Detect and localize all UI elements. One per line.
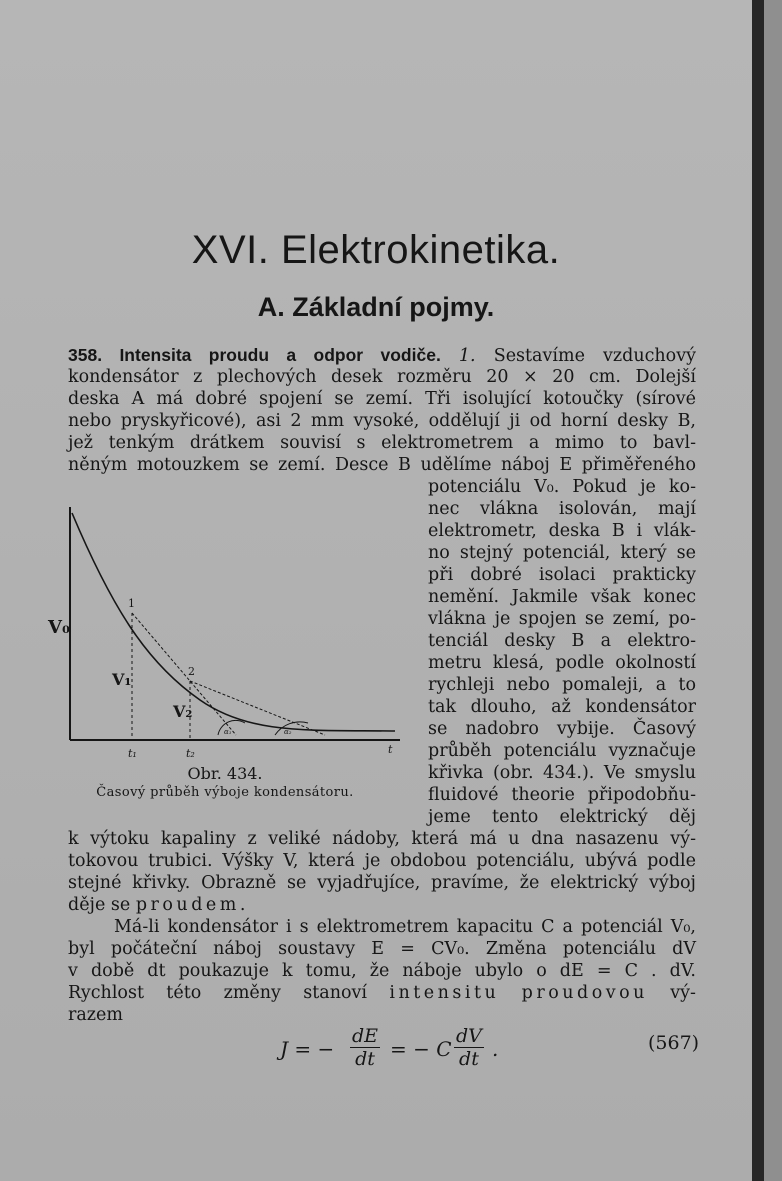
label-alpha2: α₂ — [284, 728, 292, 736]
paragraph1-line1 — [68, 344, 696, 367]
wrapped-line: no stejný potenciál, který se — [428, 543, 696, 563]
label-t: t — [388, 743, 393, 756]
label-point-1: 1 — [128, 597, 135, 610]
wrapped-line: jeme tento elektrický děj — [428, 807, 696, 827]
formula-middle: = − C — [390, 1037, 452, 1061]
text-line: k výtoku kapaliny z veliké nádoby, která má u dna nasazenu vý- — [68, 829, 696, 849]
paragraph2-line1: Má-li kondensátor i s elektrometrem kapacitu C a potenciál V₀, — [114, 917, 696, 937]
frac2-denominator: dt — [459, 1048, 479, 1070]
tangent-2 — [190, 681, 325, 735]
book-spine — [752, 0, 764, 1181]
last-line-start: děje se — [68, 895, 131, 915]
fraction-dV-dt — [454, 1025, 484, 1070]
paragraph1-line4: nebo pryskyřicové), asi 2 mm vysoké, oddělují ji od horní desky B, — [68, 411, 696, 431]
paragraph2-line4 — [68, 982, 696, 1004]
paragraph1-line6: něným motouzkem se zemí. Desce B udělíme náboj E přiměřeného — [68, 455, 696, 475]
wrapped-line: při dobré isolaci prakticky — [428, 565, 696, 585]
paragraph2-line2: byl počáteční náboj soustavy E = CV₀. Změna potenciálu dV — [68, 939, 696, 959]
label-V2: V₂ — [173, 702, 193, 721]
frac2-numerator: dV — [456, 1025, 482, 1047]
spaced-word: proudem. — [135, 895, 249, 915]
paragraph2-line3: v době dt poukazuje k tomu, že náboje ubylo o dE = C . dV. — [68, 961, 696, 981]
text-line: tokovou trubici. Výšky V, která je obdobou potenciálu, ubývá podle — [68, 851, 696, 871]
paragraph1-line1-text: Sestavíme vzduchový — [493, 346, 696, 366]
wrapped-line: průběh potenciálu vyznačuje — [428, 741, 696, 761]
paragraph1-line2: kondensátor z plechových desek rozměru 20 × 20 cm. Dolejší — [68, 367, 696, 387]
text-line: stejné křivky. Obrazně se vyjadřujíce, pravíme, že elektrický výboj — [68, 873, 696, 893]
label-V0: V₀ — [48, 617, 70, 638]
wrapped-line: elektrometr, deska B i vlák- — [428, 521, 696, 541]
formula-end: . — [492, 1037, 499, 1061]
label-t1: t₁ — [128, 747, 137, 760]
wrapped-line: se nadobro vybije. Časový — [428, 719, 696, 739]
label-alpha1: α₁ — [224, 728, 232, 736]
figure-caption: Časový průběh výboje kondensátoru. — [96, 785, 354, 800]
wrapped-line: nemění. Jakmile však konec — [428, 587, 696, 607]
wrapped-line: fluidové theorie připodobňu- — [428, 785, 696, 805]
fraction-dE-dt — [350, 1025, 380, 1070]
text-line-last — [68, 894, 696, 916]
frac1-numerator: dE — [352, 1025, 379, 1047]
wrapped-line: tak dlouho, až kondensátor — [428, 697, 696, 717]
spaced-word: intensitu — [389, 983, 500, 1003]
wrapped-line: metru klesá, podle okolností — [428, 653, 696, 673]
formula-567 — [280, 1025, 520, 1085]
wrapped-line: nec vlákna isolován, mají — [428, 499, 696, 519]
p2-line4-start: Rychlost této změny stanoví — [68, 983, 368, 1003]
paragraph-heading: 358. Intensita proudu a odpor vodiče. — [68, 345, 441, 365]
discharge-curve-figure — [40, 495, 410, 765]
formula-lhs: J = − — [280, 1037, 335, 1061]
label-t2: t₂ — [186, 747, 195, 760]
item-number: 1. — [458, 346, 476, 366]
wrapped-line: potenciálu V₀. Pokud je ko- — [428, 477, 696, 497]
page-edge — [764, 0, 782, 1181]
figure-number: Obr. 434. — [187, 764, 263, 783]
wrapped-line: vlákna je spojen se zemí, po- — [428, 609, 696, 629]
frac1-denominator: dt — [355, 1048, 375, 1070]
p2-line4-end: vý- — [670, 983, 696, 1003]
wrapped-line: křivka (obr. 434.). Ve smyslu — [428, 763, 696, 783]
wrapped-line: tenciál desky B a elektro- — [428, 631, 696, 651]
paragraph1-line5: jež tenkým drátkem souvisí s elektrometrem a mimo to bavl- — [68, 433, 696, 453]
wrapped-line: rychleji nebo pomaleji, a to — [428, 675, 696, 695]
spaced-word: proudovou — [521, 983, 648, 1003]
equation-number: (567) — [648, 1032, 700, 1054]
paragraph2-line5: razem — [68, 1005, 123, 1025]
paragraph1-line3: deska A má dobré spojení se zemí. Tři isolující kotoučky (sírové — [68, 389, 696, 409]
label-point-2: 2 — [188, 665, 195, 678]
chapter-title: XVI. Elektrokinetika. — [191, 228, 561, 272]
section-title: A. Základní pojmy. — [257, 292, 495, 322]
label-V1: V₁ — [112, 670, 132, 689]
